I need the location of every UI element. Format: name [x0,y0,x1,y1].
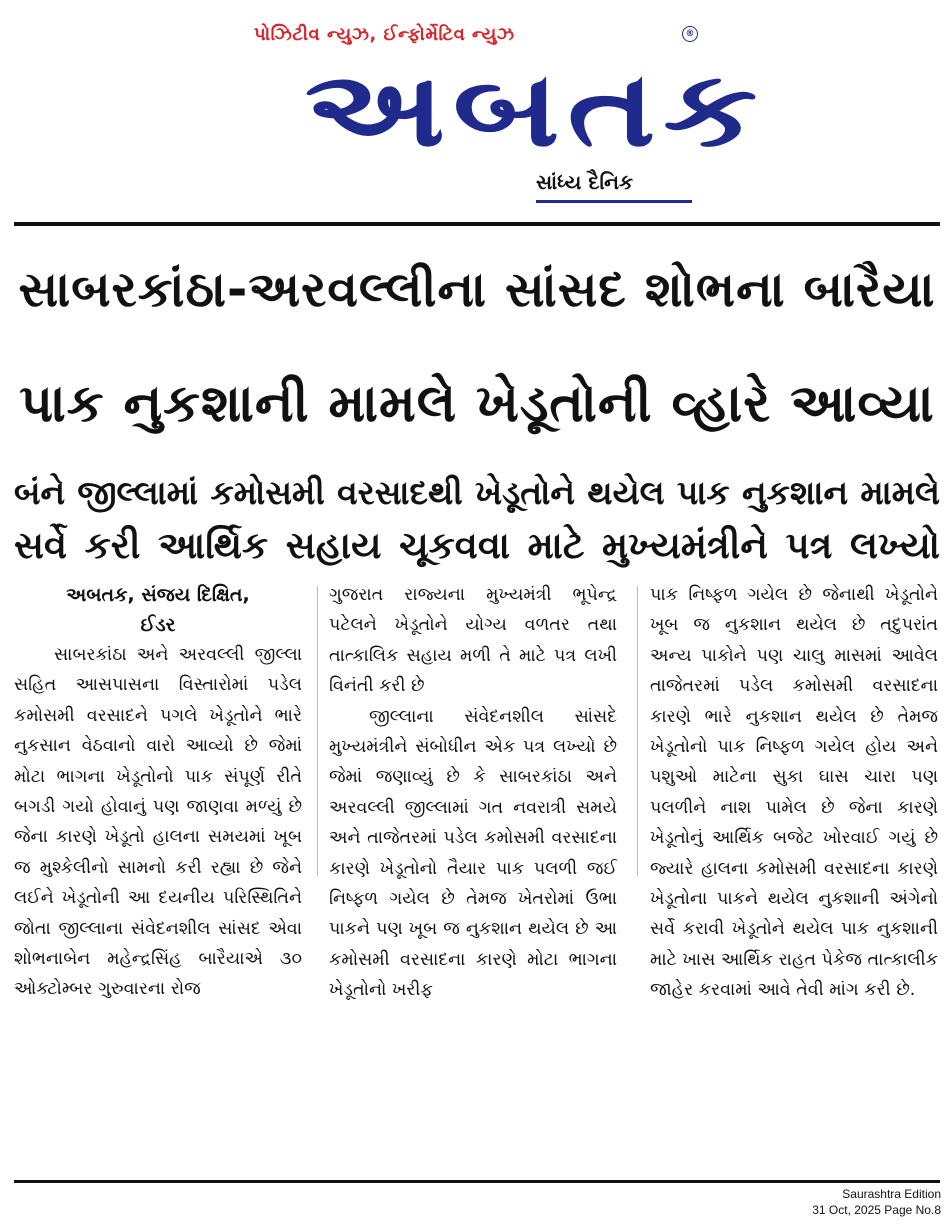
article-column-3 [650,580,938,1001]
masthead-tagline: પોઝિટીવ ન્યુઝ, ઈન્ફોર્મેટિવ ન્યુઝ [254,24,515,45]
subtag-underline [536,200,692,203]
article-byline: અબતક, સંજય દિક્ષિત, [66,584,250,606]
article-paragraph: પાક નિષ્ફળ ગયેલ છે જેનાથી ખેડૂતોને ખૂબ જ નુકશાન થયેલ છે તદુપરાંત અન્ય પાકોને પણ ચાલુ માસમાં આવેલ તાજેતરમાં પડેલ કમોસમી વરસાદના કારણે ભારે નુકશાન થયેલ છે તેમજ ખેડૂતોનો પાક નિષ્ફળ ગયેલ હોય અને પશુઓ માટેના સુકા ઘાસ ચારા પણ પલળીને નાશ પામેલ છે જેના કારણે ખેડૂતોનું આર્થિક બજેટ ખોરવાઈ ગયું છે જ્યારે હાલના કમોસમી વરસાદના કારણે ખેડૂતોના પાકને થયેલ નુકશાની અંગેનો સર્વે કરાવી ખેડૂતોને થયેલ પાક નુકશાની માટે ખાસ આર્થિક રાહત પેકેજ તાત્કાલીક જાહેર કરવામાં આવે તેવી માંગ કરી છે. [650,585,938,1001]
article-paragraph: સાબરકાંઠા અને અરવલ્લી જીલ્લા સહિત આસપાસના વિસ્તારોમાં પડેલ કમોસમી વરસાદને પગલે ખેડૂતોને ભારે નુકસાન વેઠવાનો વારો આવ્યો છે જેમાં મોટા ભાગના ખેડૂતોનો પાક સંપૂર્ણ રીતે બગડી ગયો હોવાનું પણ જાણવા મળ્યું છે જેના કારણે ખેડૂતો હાલના સમયમાં ખૂબ જ મુશ્કેલીનો સામનો કરી રહ્યા છે જેને લઈને ખેડૂતોની આ દયનીય પરિસ્થિતિને જોતા જીલ્લાના સંવેદનશીલ સાંસદ એવા શોભનાબેન મહેન્દ્રસિંહ બારૈયાએ ૩૦ ઓક્ટોમ્બર ગુરુવારના રોજ [14,645,302,1000]
article-place: ઈડર [140,614,176,636]
bottom-divider [14,1180,940,1183]
top-divider [14,222,940,226]
newspaper-logo: અબતક [304,48,766,170]
column-divider [637,586,638,876]
masthead-subtag: સાંધ્ય દૈનિક [536,170,634,194]
column-divider [317,586,318,876]
subheadline-line-1: બંને જીલ્લામાં કમોસમી વરસાદથી ખેડૂતોને થયેલ પાક નુકશાન મામલે [14,473,940,512]
edition-date-page: 31 Oct, 2025 Page No.8 [812,1203,941,1217]
subheadline-line-2: સર્વે કરી આર્થિક સહાય ચૂકવવા માટે મુખ્યમંત્રીને પત્ર લખ્યો [14,524,940,567]
article-body [14,580,940,1001]
article-column-1 [14,580,302,1000]
article-paragraph: જીલ્લાના સંવેદનશીલ સાંસદે મુખ્યમંત્રીને સંબોધીન એક પત્ર લખ્યો છે જેમાં જણાવ્યું છે કે સાબરકાંઠા અને અરવલ્લી જીલ્લામાં ગત નવરાત્રી સમયે અને તાજેતરમાં પડેલ કમોસમી વરસાદના કારણે ખેડૂતોનો તૈયાર પાક પલળી જઈ નિષ્ફળ ગયેલ છે તેમજ ખેતરોમાં ઉભા પાકને પણ ખૂબ જ નુકશાન થયેલ છે આ કમોસમી વરસાદના કારણે મોટા ભાગના ખેડૂતોનો ખરીફ [329,706,617,1001]
edition-info [812,1186,941,1218]
edition-name: Saurashtra Edition [842,1187,941,1201]
headline-line-1: સાબરકાંઠા-અરવલ્લીના સાંસદ શોભના બારૈયા [18,261,936,318]
article-paragraph: ગુજરાત રાજ્યના મુખ્યમંત્રી ભૂપેન્દ્ર પટેલને ખેડૂતોને યોગ્ય વળતર તથા તાત્કાલિક સહાય મળી તે માટે પત્ર લખી વિનંતી કરી છે [329,585,617,697]
article-column-2 [329,580,617,1001]
registered-mark: ® [682,26,698,42]
masthead [0,0,951,215]
headline-line-2: પાક નુકશાની મામલે ખેડૂતોની વ્હારે આવ્યા [19,374,935,434]
